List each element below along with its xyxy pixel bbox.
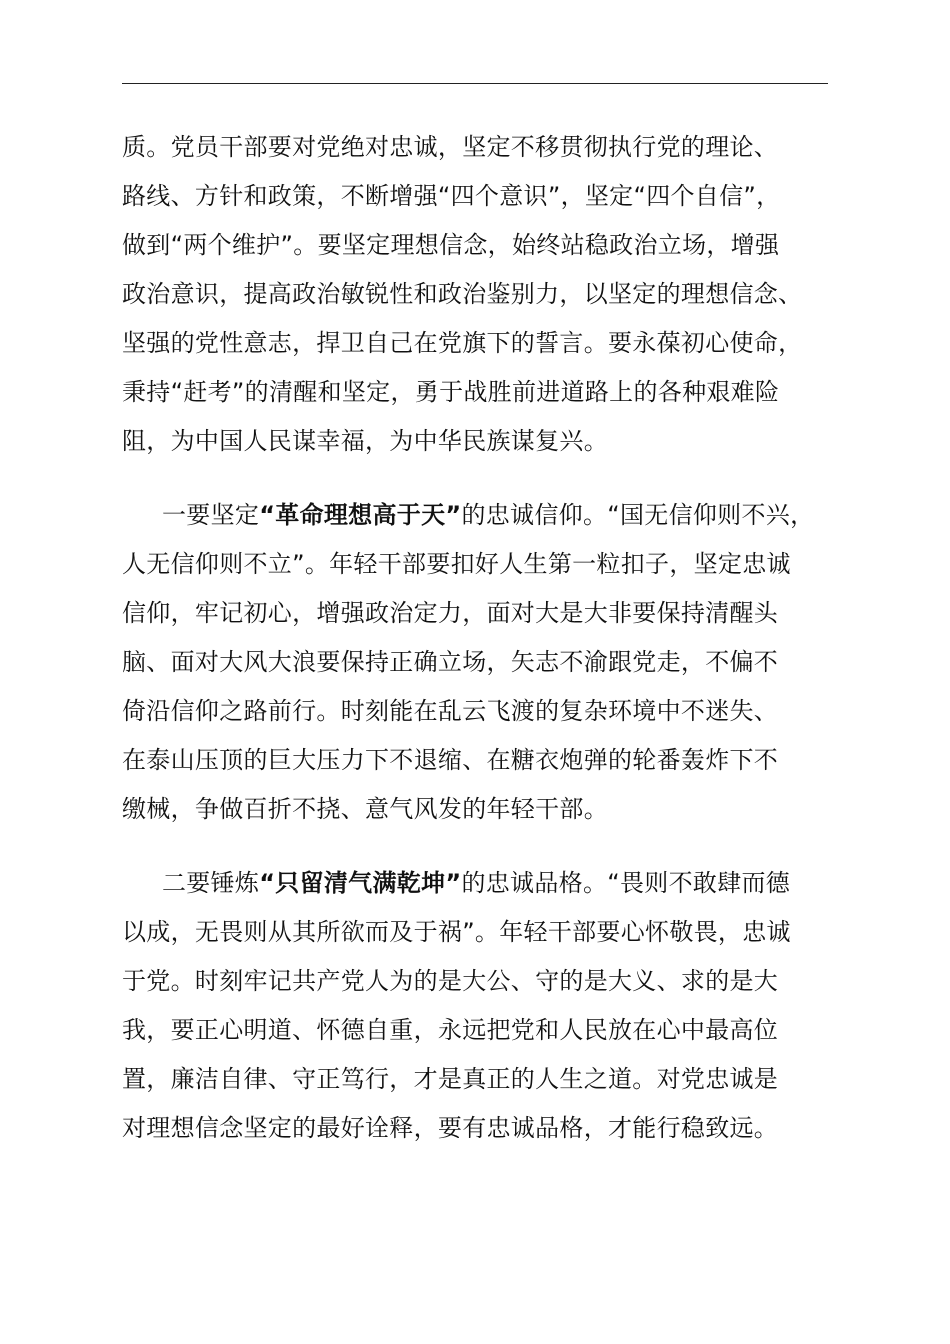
- paragraph-spacer: [122, 834, 852, 859]
- line-suffix: 的忠诚品格。“畏则不敢肆而德: [461, 869, 791, 897]
- text-line: 秉持“赶考”的清醒和坚定，勇于战胜前进道路上的各种艰难险: [122, 378, 780, 406]
- line-prefix: 二要锤炼: [162, 869, 260, 897]
- text-line: 在泰山压顶的巨大压力下不退缩、在糖衣炮弹的轮番轰炸下不: [122, 746, 779, 774]
- text-line: 做到“两个维护”。要坚定理想信念，始终站稳政治立场，增强: [122, 231, 780, 259]
- paragraph-first-line: [122, 491, 852, 540]
- text-line: 脑、面对大风大浪要保持正确立场，矢志不渝跟党走，不偏不: [122, 648, 779, 676]
- text-line: 阻，为中国人民谋幸福，为中华民族谋复兴。: [122, 427, 608, 455]
- text-line: 坚强的党性意志，捍卫自己在党旗下的誓言。要永葆初心使命，: [122, 329, 803, 357]
- text-line: 倚沿信仰之路前行。时刻能在乱云飞渡的复杂环境中不迷失、: [122, 697, 779, 725]
- paragraph-1: [122, 123, 852, 466]
- text-line: 置，廉洁自律、守正笃行，才是真正的人生之道。对党忠诚是: [122, 1065, 779, 1093]
- paragraph-spacer: [122, 466, 852, 491]
- line-prefix: 一要坚定: [162, 501, 260, 529]
- text-line: 人无信仰则不立”。年轻干部要扣好人生第一粒扣子，坚定忠诚: [122, 550, 791, 578]
- bold-heading-phrase: “革命理想高于天”: [259, 501, 462, 529]
- text-line: 信仰，牢记初心，增强政治定力，面对大是大非要保持清醒头: [122, 599, 779, 627]
- text-line: 以成，无畏则从其所欲而及于祸”。年轻干部要心怀敬畏，忠诚: [122, 918, 791, 946]
- header-rule: [122, 83, 828, 84]
- text-line: 对理想信念坚定的最好诠释，要有忠诚品格，才能行稳致远。: [122, 1114, 779, 1142]
- text-line: 缴械，争做百折不挠、意气风发的年轻干部。: [122, 795, 608, 823]
- text-line: 我，要正心明道、怀德自重，永远把党和人民放在心中最高位: [122, 1016, 779, 1044]
- paragraph-3: [122, 859, 852, 1153]
- text-line: 政治意识，提高政治敏锐性和政治鉴别力，以坚定的理想信念、: [122, 280, 803, 308]
- text-line: 路线、方针和政策，不断增强“四个意识”，坚定“四个自信”，: [122, 182, 781, 210]
- text-line: 质。党员干部要对党绝对忠诚，坚定不移贯彻执行党的理论、: [122, 133, 779, 161]
- document-body: [122, 123, 852, 1153]
- paragraph-first-line: [122, 859, 852, 908]
- line-suffix: 的忠诚信仰。“国无信仰则不兴，: [461, 501, 815, 529]
- paragraph-2: [122, 491, 852, 834]
- bold-heading-phrase: “只留清气满乾坤”: [259, 869, 462, 897]
- text-line: 于党。时刻牢记共产党人为的是大公、守的是大义、求的是大: [122, 967, 779, 995]
